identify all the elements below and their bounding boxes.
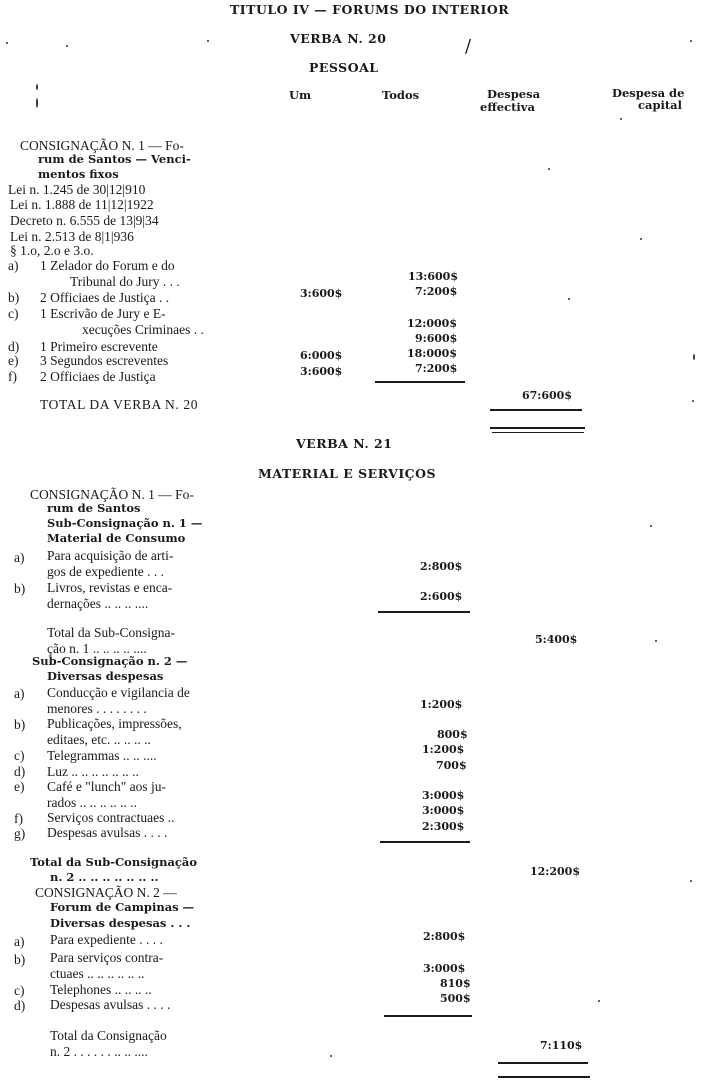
scan-speck [655, 640, 657, 642]
item-letter: c) [14, 748, 25, 763]
consig1-line2: rum de Santos [47, 501, 141, 515]
item-description: Telephones .. .. .. .. [50, 982, 152, 997]
scan-speck [690, 40, 692, 42]
material-servicos-title: MATERIAL E SERVIÇOS [258, 466, 437, 481]
item-value: 3:000$ [422, 804, 465, 817]
item-value: 810$ [440, 977, 471, 990]
item-description: Despesas avulsas . . . . [50, 997, 171, 1012]
item-value: 700$ [436, 759, 467, 772]
item-letter: a) [14, 550, 25, 565]
item-letter: d) [14, 764, 26, 779]
item-description: 3 Segundos escreventes [40, 353, 169, 368]
total-rule [498, 1062, 588, 1064]
sub2-total-value: 12:200$ [530, 865, 580, 878]
item-value: 2:800$ [423, 930, 466, 943]
scan-speck [598, 1000, 600, 1002]
item-description: Para expediente . . . . [50, 932, 163, 947]
consig2-line2: Forum de Campinas — [50, 900, 195, 914]
scan-speck [650, 525, 652, 527]
sub2-line1: Sub-Consignação n. 2 — [32, 654, 188, 668]
item-letter: b) [14, 581, 26, 596]
scan-speck [640, 238, 642, 240]
sum-rule [375, 381, 465, 383]
total-rule [490, 427, 585, 429]
item-description: 1 Zelador do Forum e do [40, 258, 175, 273]
scan-speck [207, 40, 209, 42]
item-description: editaes, etc. .. .. .. .. [47, 732, 151, 747]
item-todos-value: 13:600$ [408, 270, 458, 283]
item-description: menores . . . . . . . . [47, 701, 147, 716]
scan-speck [568, 298, 570, 300]
item-value: 2:800$ [420, 560, 463, 573]
scan-speck [330, 1055, 332, 1057]
lei-line: Lei n. 1.888 de 11|12|1922 [10, 197, 154, 212]
item-letter: a) [8, 258, 19, 273]
sub1-line2: Material de Consumo [47, 531, 186, 545]
lei-line: Lei n. 2.513 de 8|1|936 [10, 229, 134, 244]
item-description: Luz .. .. .. .. .. .. .. [47, 764, 139, 779]
lei-line: Decreto n. 6.555 de 13|9|34 [10, 213, 159, 228]
scan-speck [36, 84, 38, 90]
item-description: 1 Primeiro escrevente [40, 339, 158, 354]
item-description: 2 Officiaes de Justiça [40, 369, 156, 384]
item-description: Conducção e vigilancia de [47, 685, 190, 700]
scan-speck [36, 98, 38, 108]
col-header-despesa-effectiva-2: effectiva [480, 100, 535, 114]
item-value: 3:000$ [422, 789, 465, 802]
item-letter: a) [14, 934, 25, 949]
total-rule [498, 1076, 590, 1078]
consig1-line3: mentos fixos [38, 167, 119, 181]
col-header-um: Um [289, 88, 312, 102]
item-value: 1:200$ [420, 698, 463, 711]
verba-20-total-value: 67:600$ [522, 389, 572, 402]
item-description: xecuções Criminaes . . [82, 322, 204, 337]
item-value: 2:600$ [420, 590, 463, 603]
item-todos-value: 12:000$ [407, 317, 457, 330]
item-todos-value: 18:000$ [407, 347, 457, 360]
item-description: dernações .. .. .. .... [47, 596, 149, 611]
item-description: Telegrammas .. .. .... [47, 748, 157, 763]
item-letter: c) [14, 983, 25, 998]
scan-speck [620, 118, 622, 120]
sub1-total-line1: Total da Sub-Consigna- [47, 625, 176, 640]
item-todos-value: 9:600$ [415, 332, 458, 345]
scan-speck [6, 42, 8, 44]
consig2-total-line1: Total da Consignação [50, 1028, 167, 1043]
sub1-line1: Sub-Consignação n. 1 — [47, 516, 203, 530]
col-header-todos: Todos [382, 88, 420, 102]
verba-20-title: VERBA N. 20 [290, 31, 387, 46]
sub2-total-line1: Total da Sub-Consignação [30, 855, 198, 869]
sub2-line2: Diversas despesas [47, 669, 164, 683]
sum-rule [380, 841, 470, 843]
pessoal-title: PESSOAL [309, 60, 379, 75]
item-value: 500$ [440, 992, 471, 1005]
sum-rule [384, 1015, 472, 1017]
section-title: TITULO IV — FORUMS DO INTERIOR [230, 2, 510, 17]
scan-speck [692, 400, 694, 402]
item-letter: b) [8, 290, 20, 305]
verba-21-title: VERBA N. 21 [296, 436, 393, 451]
item-description: Despesas avulsas . . . . [47, 825, 168, 840]
item-value: 2:300$ [422, 820, 465, 833]
item-um-value: 3:600$ [300, 365, 343, 378]
item-value: 1:200$ [422, 743, 465, 756]
item-letter: e) [14, 779, 25, 794]
consig2-total-line2: n. 2 . . . . . . .. .. .... [50, 1044, 148, 1059]
total-rule [490, 409, 582, 411]
item-letter: f) [14, 811, 23, 826]
col-header-despesa-effectiva-1: Despesa [487, 87, 541, 101]
scan-speck [548, 168, 550, 170]
item-letter: g) [14, 826, 26, 841]
item-description: rados .. .. .. .. .. .. [47, 795, 137, 810]
consig2-total-value: 7:110$ [540, 1039, 583, 1052]
sub2-total-line2: n. 2 .. .. .. .. .. .. .. [50, 870, 159, 884]
item-letter: b) [14, 717, 26, 732]
item-todos-value: 7:200$ [415, 362, 458, 375]
col-header-despesa-capital-1: Despesa de [612, 86, 685, 100]
item-description: Livros, revistas e enca- [47, 580, 173, 595]
col-header-despesa-capital-2: capital [638, 98, 682, 112]
verba-20-total-label: TOTAL DA VERBA N. 20 [40, 397, 199, 412]
item-value: 3:000$ [423, 962, 466, 975]
scan-speck [66, 45, 68, 47]
item-um-value: 6:000$ [300, 349, 343, 362]
lei-line: Lei n. 1.245 de 30|12|910 [8, 182, 146, 197]
item-value: 800$ [437, 728, 468, 741]
item-todos-value: 7:200$ [415, 285, 458, 298]
item-description: Para serviços contra- [50, 950, 164, 965]
item-description: 2 Officiaes de Justiça . . [40, 290, 170, 305]
item-letter: d) [14, 998, 26, 1013]
lei-line: § 1.o, 2.o e 3.o. [10, 243, 94, 258]
item-letter: d) [8, 339, 20, 354]
item-letter: e) [8, 353, 19, 368]
item-description: Serviços contractuaes .. [47, 810, 175, 825]
consig2-line3: Diversas despesas . . . [50, 916, 191, 930]
consig1-line2: rum de Santos — Venci- [38, 152, 191, 166]
item-description: Tribunal do Jury . . . [70, 274, 180, 289]
consig1-line1: CONSIGNAÇÃO N. 1 — Fo- [30, 487, 194, 502]
item-letter: a) [14, 686, 25, 701]
item-description: Publicações, impressões, [47, 716, 182, 731]
item-description: Para acquisição de arti- [47, 548, 174, 563]
item-letter: b) [14, 952, 26, 967]
sub1-total-line2: ção n. 1 .. .. .. .. .... [47, 641, 147, 656]
item-letter: f) [8, 369, 17, 384]
sub1-total-value: 5:400$ [535, 633, 578, 646]
item-description: ctuaes .. .. .. .. .. .. [50, 966, 145, 981]
sum-rule [378, 611, 470, 613]
consig1-line1: CONSIGNAÇÃO N. 1 — Fo- [20, 138, 184, 153]
scan-speck [693, 354, 695, 360]
item-um-value: 3:600$ [300, 287, 343, 300]
item-description: 1 Escrivão de Jury e E- [40, 306, 166, 321]
item-letter: c) [8, 306, 19, 321]
item-description: gos de expediente . . . [47, 564, 164, 579]
scan-speck [690, 880, 692, 882]
consig2-line1: CONSIGNAÇÃO N. 2 — [35, 885, 177, 900]
pen-mark: / [465, 36, 472, 57]
item-description: Café e "lunch" aos ju- [47, 779, 166, 794]
total-rule [492, 432, 584, 433]
